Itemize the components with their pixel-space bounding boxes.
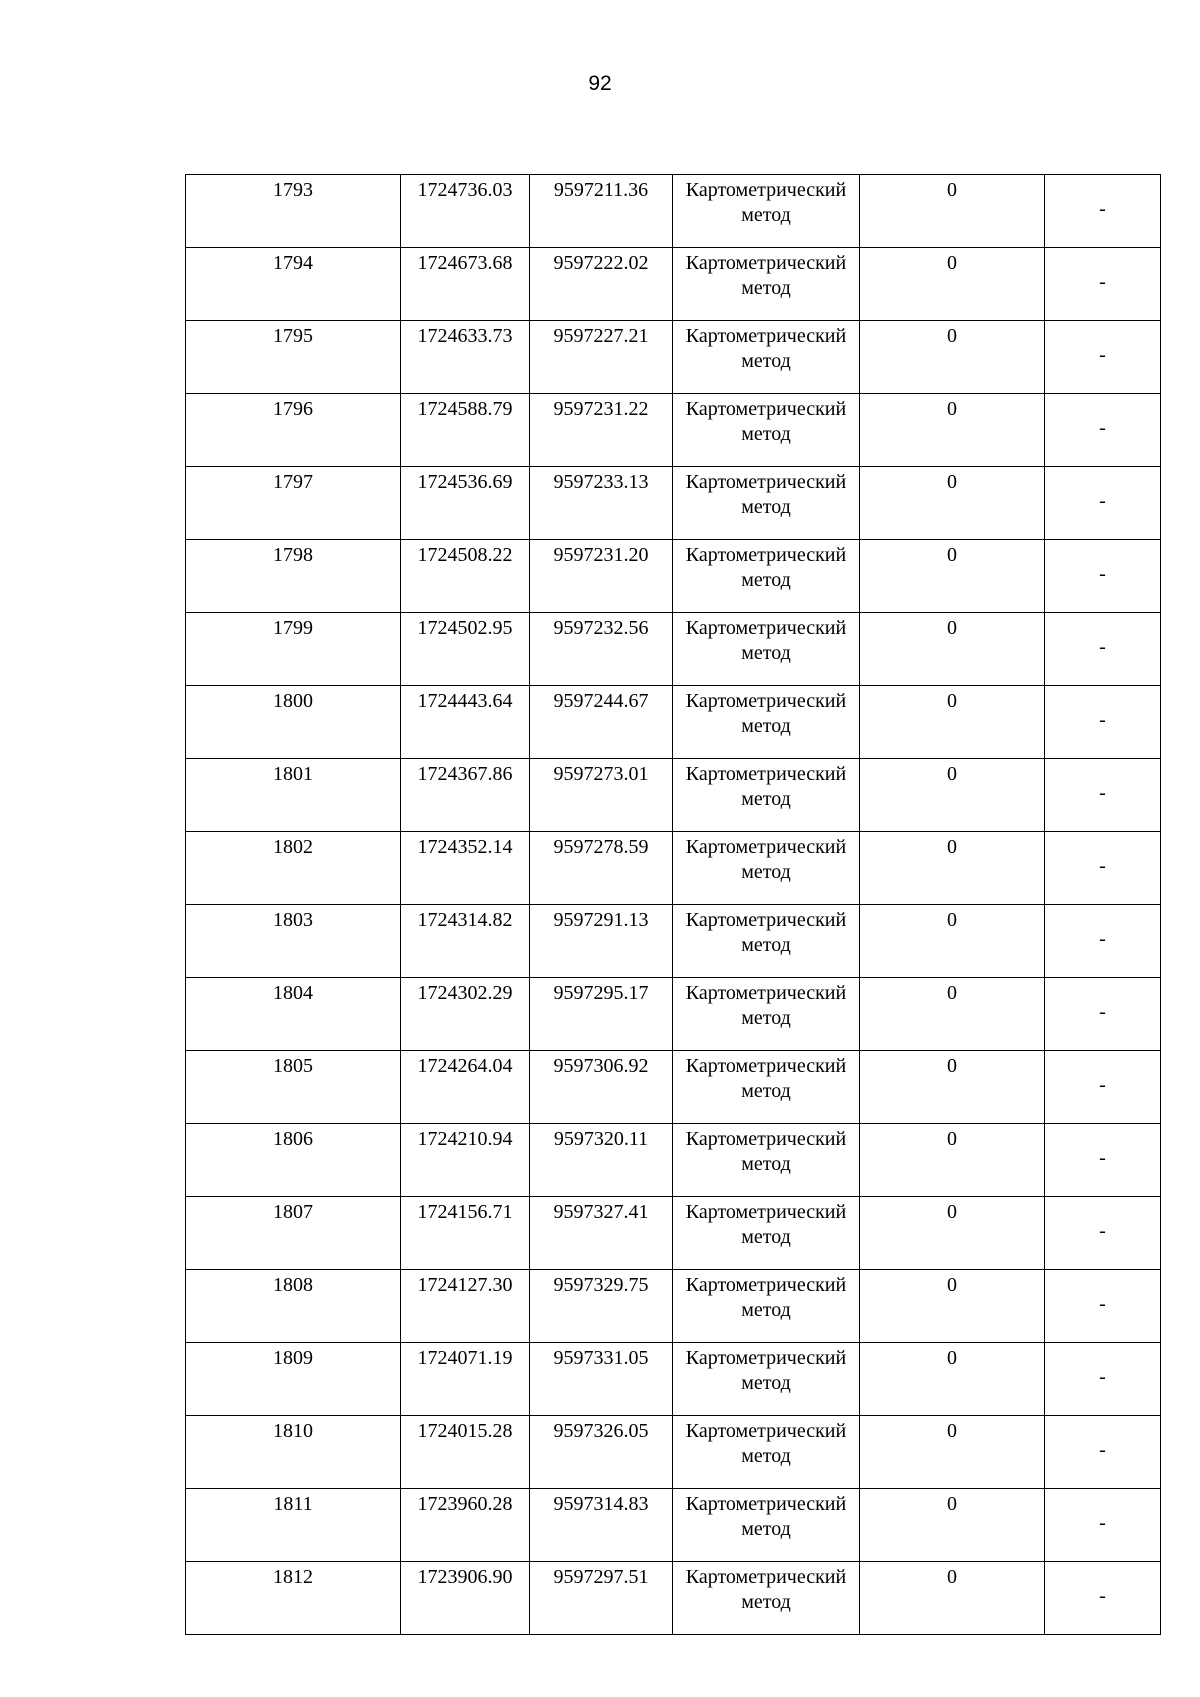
x-coordinate: 1724536.69 <box>417 471 513 493</box>
error-value: 0 <box>947 617 957 639</box>
method-line-2: метод <box>741 715 791 737</box>
method-line-1: Картометрический <box>685 690 847 712</box>
y-coordinate-cell <box>530 540 673 613</box>
page-number: 92 <box>588 72 612 95</box>
y-coordinate: 9597326.05 <box>553 1420 649 1442</box>
description-cell <box>1045 759 1161 832</box>
error-cell <box>860 394 1045 467</box>
table-row <box>186 686 1161 759</box>
point-number-cell <box>186 540 401 613</box>
method-line-1: Картометрический <box>685 1347 847 1369</box>
point-number: 1805 <box>273 1055 313 1077</box>
x-coordinate-cell <box>401 1051 530 1124</box>
error-cell <box>860 905 1045 978</box>
description-cell <box>1045 1489 1161 1562</box>
error-value: 0 <box>947 1274 957 1296</box>
error-value: 0 <box>947 763 957 785</box>
point-number: 1797 <box>273 471 313 493</box>
x-coordinate-cell <box>401 1197 530 1270</box>
method-cell <box>673 321 860 394</box>
error-value: 0 <box>947 471 957 493</box>
description-value: - <box>1099 489 1106 512</box>
point-number: 1796 <box>273 398 313 420</box>
method-line-1: Картометрический <box>685 471 847 493</box>
point-number-cell <box>186 394 401 467</box>
error-cell <box>860 1051 1045 1124</box>
x-coordinate: 1724156.71 <box>417 1201 513 1223</box>
method-line-2: метод <box>741 496 791 518</box>
method-cell <box>673 467 860 540</box>
y-coordinate-cell <box>530 1197 673 1270</box>
method-cell <box>673 1489 860 1562</box>
description-cell <box>1045 1124 1161 1197</box>
method-cell <box>673 613 860 686</box>
method-line-1: Картометрический <box>685 982 847 1004</box>
description-cell <box>1045 248 1161 321</box>
x-coordinate: 1724314.82 <box>417 909 513 931</box>
method-line-2: метод <box>741 1445 791 1467</box>
method-line-1: Картометрический <box>685 617 847 639</box>
point-number: 1803 <box>273 909 313 931</box>
error-value: 0 <box>947 836 957 858</box>
description-value: - <box>1099 1292 1106 1315</box>
table-row <box>186 1270 1161 1343</box>
error-cell <box>860 321 1045 394</box>
y-coordinate: 9597331.05 <box>553 1347 649 1369</box>
x-coordinate-cell <box>401 978 530 1051</box>
method-line-2: метод <box>741 1080 791 1102</box>
point-number-cell <box>186 1197 401 1270</box>
error-cell <box>860 613 1045 686</box>
y-coordinate-cell <box>530 321 673 394</box>
method-line-2: метод <box>741 350 791 372</box>
error-value: 0 <box>947 1420 957 1442</box>
y-coordinate: 9597211.36 <box>553 179 649 201</box>
error-cell <box>860 832 1045 905</box>
error-value: 0 <box>947 1566 957 1588</box>
table-row <box>186 1197 1161 1270</box>
error-cell <box>860 686 1045 759</box>
method-cell <box>673 1343 860 1416</box>
method-cell <box>673 1124 860 1197</box>
method-line-2: метод <box>741 1153 791 1175</box>
y-coordinate: 9597295.17 <box>553 982 649 1004</box>
table-row <box>186 467 1161 540</box>
method-cell <box>673 1051 860 1124</box>
error-cell <box>860 1343 1045 1416</box>
x-coordinate-cell <box>401 175 530 248</box>
x-coordinate: 1724367.86 <box>417 763 513 785</box>
point-number: 1804 <box>273 982 313 1004</box>
x-coordinate-cell <box>401 1270 530 1343</box>
error-cell <box>860 540 1045 613</box>
point-number-cell <box>186 1270 401 1343</box>
x-coordinate: 1724015.28 <box>417 1420 513 1442</box>
error-value: 0 <box>947 252 957 274</box>
y-coordinate: 9597222.02 <box>553 252 649 274</box>
x-coordinate-cell <box>401 686 530 759</box>
method-line-2: метод <box>741 1299 791 1321</box>
error-value: 0 <box>947 1128 957 1150</box>
description-value: - <box>1099 1073 1106 1096</box>
description-cell <box>1045 1051 1161 1124</box>
description-cell <box>1045 321 1161 394</box>
table-row <box>186 905 1161 978</box>
error-value: 0 <box>947 1347 957 1369</box>
description-value: - <box>1099 781 1106 804</box>
table-row <box>186 832 1161 905</box>
x-coordinate-cell <box>401 1562 530 1635</box>
error-value: 0 <box>947 179 957 201</box>
y-coordinate-cell <box>530 1124 673 1197</box>
description-value: - <box>1099 635 1106 658</box>
point-number: 1806 <box>273 1128 313 1150</box>
error-value: 0 <box>947 690 957 712</box>
method-line-1: Картометрический <box>685 836 847 858</box>
y-coordinate: 9597233.13 <box>553 471 649 493</box>
error-cell <box>860 248 1045 321</box>
description-value: - <box>1099 1219 1106 1242</box>
point-number: 1808 <box>273 1274 313 1296</box>
method-line-1: Картометрический <box>685 1274 847 1296</box>
method-line-1: Картометрический <box>685 325 847 347</box>
point-number-cell <box>186 1051 401 1124</box>
error-value: 0 <box>947 1493 957 1515</box>
method-cell <box>673 686 860 759</box>
method-cell <box>673 540 860 613</box>
y-coordinate: 9597314.83 <box>553 1493 649 1515</box>
y-coordinate: 9597244.67 <box>553 690 649 712</box>
point-number: 1809 <box>273 1347 313 1369</box>
x-coordinate-cell <box>401 1489 530 1562</box>
description-cell <box>1045 1416 1161 1489</box>
y-coordinate: 9597291.13 <box>553 909 649 931</box>
method-line-1: Картометрический <box>685 1566 847 1588</box>
x-coordinate: 1724443.64 <box>417 690 513 712</box>
method-line-1: Картометрический <box>685 763 847 785</box>
error-value: 0 <box>947 325 957 347</box>
method-line-1: Картометрический <box>685 909 847 931</box>
description-value: - <box>1099 1438 1106 1461</box>
error-cell <box>860 978 1045 1051</box>
point-number: 1802 <box>273 836 313 858</box>
x-coordinate: 1723960.28 <box>417 1493 513 1515</box>
y-coordinate-cell <box>530 175 673 248</box>
point-number: 1800 <box>273 690 313 712</box>
y-coordinate-cell <box>530 1489 673 1562</box>
method-line-1: Картометрический <box>685 1055 847 1077</box>
y-coordinate-cell <box>530 1343 673 1416</box>
description-cell <box>1045 175 1161 248</box>
y-coordinate-cell <box>530 394 673 467</box>
method-cell <box>673 1197 860 1270</box>
error-cell <box>860 1197 1045 1270</box>
method-line-2: метод <box>741 861 791 883</box>
x-coordinate-cell <box>401 394 530 467</box>
method-line-2: метод <box>741 569 791 591</box>
description-value: - <box>1099 708 1106 731</box>
point-number: 1798 <box>273 544 313 566</box>
y-coordinate: 9597320.11 <box>553 1128 649 1150</box>
table-row <box>186 613 1161 686</box>
description-cell <box>1045 1197 1161 1270</box>
description-value: - <box>1099 1146 1106 1169</box>
method-line-1: Картометрический <box>685 544 847 566</box>
description-value: - <box>1099 1584 1106 1607</box>
method-line-1: Картометрический <box>685 1128 847 1150</box>
x-coordinate: 1724264.04 <box>417 1055 513 1077</box>
table-body <box>186 175 1161 1635</box>
description-cell <box>1045 905 1161 978</box>
error-value: 0 <box>947 398 957 420</box>
method-line-2: метод <box>741 1518 791 1540</box>
description-value: - <box>1099 1511 1106 1534</box>
point-number-cell <box>186 686 401 759</box>
x-coordinate: 1724071.19 <box>417 1347 513 1369</box>
table-row <box>186 1343 1161 1416</box>
point-number: 1793 <box>273 179 313 201</box>
x-coordinate: 1724302.29 <box>417 982 513 1004</box>
y-coordinate: 9597329.75 <box>553 1274 649 1296</box>
x-coordinate-cell <box>401 1416 530 1489</box>
description-value: - <box>1099 1000 1106 1023</box>
y-coordinate-cell <box>530 248 673 321</box>
table-row <box>186 394 1161 467</box>
table-row <box>186 1489 1161 1562</box>
point-number: 1794 <box>273 252 313 274</box>
method-cell <box>673 1416 860 1489</box>
x-coordinate: 1724736.03 <box>417 179 513 201</box>
y-coordinate: 9597273.01 <box>553 763 649 785</box>
description-value: - <box>1099 270 1106 293</box>
method-cell <box>673 905 860 978</box>
point-number: 1795 <box>273 325 313 347</box>
y-coordinate-cell <box>530 905 673 978</box>
y-coordinate-cell <box>530 686 673 759</box>
method-line-1: Картометрический <box>685 1420 847 1442</box>
description-value: - <box>1099 927 1106 950</box>
point-number-cell <box>186 248 401 321</box>
description-value: - <box>1099 343 1106 366</box>
table-row <box>186 1051 1161 1124</box>
description-cell <box>1045 686 1161 759</box>
description-cell <box>1045 1562 1161 1635</box>
error-value: 0 <box>947 909 957 931</box>
point-number-cell <box>186 1416 401 1489</box>
x-coordinate: 1724673.68 <box>417 252 513 274</box>
method-line-2: метод <box>741 1226 791 1248</box>
error-value: 0 <box>947 1201 957 1223</box>
point-number: 1811 <box>273 1493 313 1515</box>
description-cell <box>1045 832 1161 905</box>
x-coordinate: 1724508.22 <box>417 544 513 566</box>
y-coordinate: 9597278.59 <box>553 836 649 858</box>
point-number-cell <box>186 1562 401 1635</box>
y-coordinate: 9597327.41 <box>553 1201 649 1223</box>
point-number-cell <box>186 832 401 905</box>
point-number-cell <box>186 1343 401 1416</box>
method-cell <box>673 1562 860 1635</box>
method-line-2: метод <box>741 934 791 956</box>
point-number: 1807 <box>273 1201 313 1223</box>
description-value: - <box>1099 854 1106 877</box>
x-coordinate: 1723906.90 <box>417 1566 513 1588</box>
description-cell <box>1045 978 1161 1051</box>
y-coordinate-cell <box>530 1562 673 1635</box>
x-coordinate-cell <box>401 248 530 321</box>
description-cell <box>1045 394 1161 467</box>
method-line-1: Картометрический <box>685 1493 847 1515</box>
point-number: 1801 <box>273 763 313 785</box>
point-number-cell <box>186 613 401 686</box>
method-line-2: метод <box>741 788 791 810</box>
x-coordinate-cell <box>401 905 530 978</box>
method-cell <box>673 1270 860 1343</box>
error-cell <box>860 1416 1045 1489</box>
error-cell <box>860 759 1045 832</box>
method-line-2: метод <box>741 204 791 226</box>
y-coordinate-cell <box>530 613 673 686</box>
method-cell <box>673 832 860 905</box>
table-row <box>186 978 1161 1051</box>
method-line-2: метод <box>741 423 791 445</box>
description-cell <box>1045 467 1161 540</box>
table-row <box>186 1416 1161 1489</box>
table-row <box>186 1562 1161 1635</box>
x-coordinate: 1724127.30 <box>417 1274 513 1296</box>
point-number: 1810 <box>273 1420 313 1442</box>
description-value: - <box>1099 416 1106 439</box>
y-coordinate: 9597231.22 <box>553 398 649 420</box>
x-coordinate-cell <box>401 759 530 832</box>
error-value: 0 <box>947 1055 957 1077</box>
method-line-2: метод <box>741 1591 791 1613</box>
error-cell <box>860 1124 1045 1197</box>
point-number-cell <box>186 175 401 248</box>
point-number-cell <box>186 759 401 832</box>
method-cell <box>673 978 860 1051</box>
error-value: 0 <box>947 544 957 566</box>
x-coordinate: 1724502.95 <box>417 617 513 639</box>
table-row <box>186 175 1161 248</box>
point-number-cell <box>186 1489 401 1562</box>
point-number-cell <box>186 905 401 978</box>
y-coordinate: 9597306.92 <box>553 1055 649 1077</box>
y-coordinate-cell <box>530 978 673 1051</box>
description-value: - <box>1099 197 1106 220</box>
method-cell <box>673 248 860 321</box>
error-cell <box>860 175 1045 248</box>
method-line-2: метод <box>741 277 791 299</box>
description-cell <box>1045 1270 1161 1343</box>
x-coordinate: 1724352.14 <box>417 836 513 858</box>
x-coordinate: 1724588.79 <box>417 398 513 420</box>
method-cell <box>673 394 860 467</box>
x-coordinate-cell <box>401 832 530 905</box>
y-coordinate: 9597227.21 <box>553 325 649 347</box>
x-coordinate-cell <box>401 613 530 686</box>
description-cell <box>1045 613 1161 686</box>
method-line-1: Картометрический <box>685 252 847 274</box>
point-number-cell <box>186 321 401 394</box>
y-coordinate-cell <box>530 759 673 832</box>
description-value: - <box>1099 562 1106 585</box>
description-value: - <box>1099 1365 1106 1388</box>
table-row <box>186 759 1161 832</box>
point-number-cell <box>186 467 401 540</box>
y-coordinate: 9597232.56 <box>553 617 649 639</box>
y-coordinate: 9597231.20 <box>553 544 649 566</box>
table-row <box>186 321 1161 394</box>
x-coordinate-cell <box>401 321 530 394</box>
method-line-2: метод <box>741 642 791 664</box>
point-number: 1799 <box>273 617 313 639</box>
method-line-2: метод <box>741 1007 791 1029</box>
y-coordinate-cell <box>530 832 673 905</box>
error-cell <box>860 467 1045 540</box>
description-cell <box>1045 1343 1161 1416</box>
y-coordinate-cell <box>530 1051 673 1124</box>
error-value: 0 <box>947 982 957 1004</box>
method-cell <box>673 175 860 248</box>
method-line-1: Картометрический <box>685 1201 847 1223</box>
x-coordinate-cell <box>401 540 530 613</box>
method-line-2: метод <box>741 1372 791 1394</box>
y-coordinate-cell <box>530 467 673 540</box>
point-number-cell <box>186 1124 401 1197</box>
y-coordinate-cell <box>530 1270 673 1343</box>
error-cell <box>860 1270 1045 1343</box>
x-coordinate: 1724633.73 <box>417 325 513 347</box>
table-row <box>186 540 1161 613</box>
x-coordinate-cell <box>401 1343 530 1416</box>
error-cell <box>860 1562 1045 1635</box>
point-number-cell <box>186 978 401 1051</box>
method-line-1: Картометрический <box>685 398 847 420</box>
error-cell <box>860 1489 1045 1562</box>
method-cell <box>673 759 860 832</box>
y-coordinate-cell <box>530 1416 673 1489</box>
description-cell <box>1045 540 1161 613</box>
table-row <box>186 1124 1161 1197</box>
x-coordinate-cell <box>401 1124 530 1197</box>
table-row <box>186 248 1161 321</box>
y-coordinate: 9597297.51 <box>553 1566 649 1588</box>
x-coordinate-cell <box>401 467 530 540</box>
x-coordinate: 1724210.94 <box>417 1128 513 1150</box>
method-line-1: Картометрический <box>685 179 847 201</box>
point-number: 1812 <box>273 1566 313 1588</box>
coordinates-table <box>185 174 1161 1635</box>
